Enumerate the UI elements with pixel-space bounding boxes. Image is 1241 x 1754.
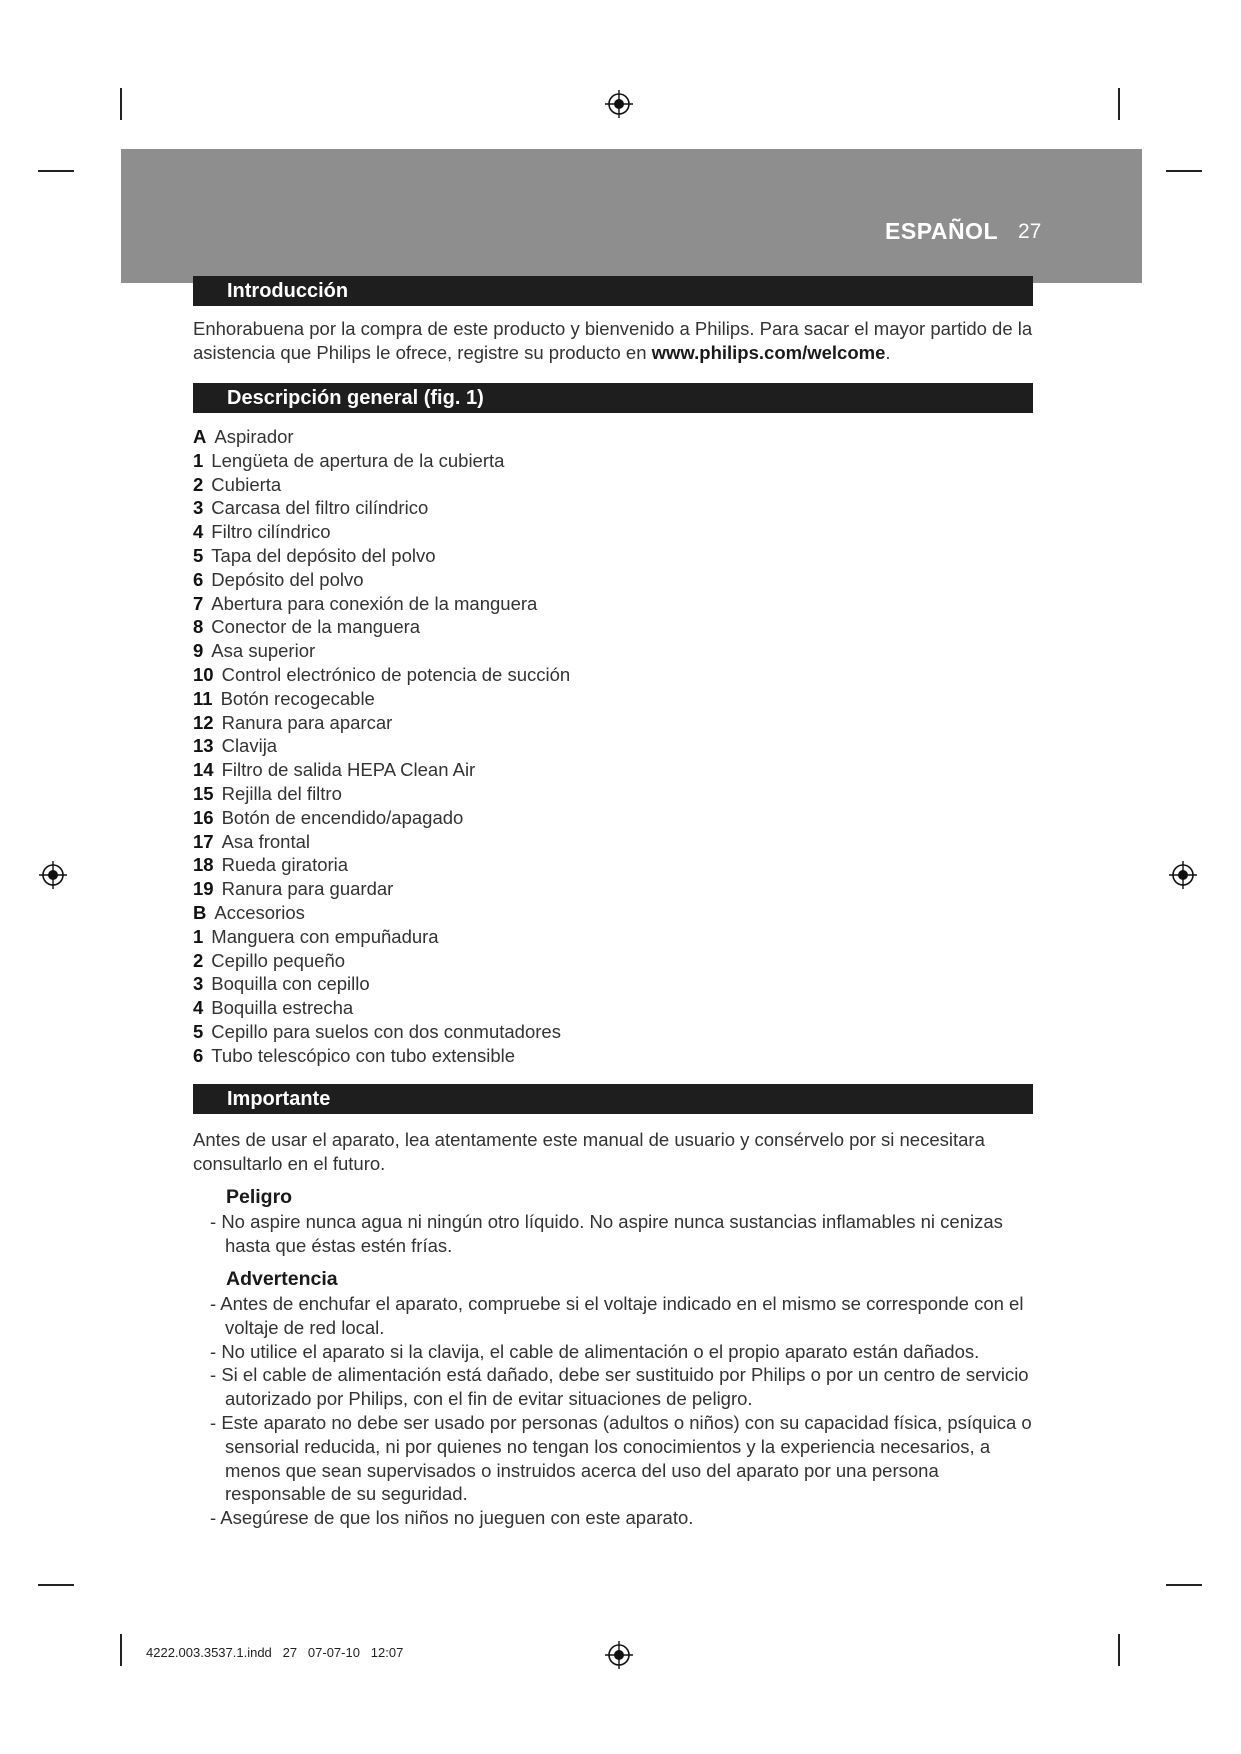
crop-mark xyxy=(38,1584,74,1586)
danger-list xyxy=(203,1210,1043,1258)
list-item xyxy=(193,972,570,996)
item-label: Boquilla con cepillo xyxy=(211,973,370,995)
intro-paragraph xyxy=(193,317,1043,364)
list-item xyxy=(193,925,570,949)
item-label: Boquilla estrecha xyxy=(211,997,354,1019)
list-item xyxy=(193,734,570,758)
list-item xyxy=(193,806,570,830)
item-label: Manguera con empuñadura xyxy=(211,925,439,947)
header-band xyxy=(121,149,1142,283)
list-item xyxy=(193,830,570,854)
item-label: Cubierta xyxy=(211,473,282,495)
list-item xyxy=(193,758,570,782)
list-item xyxy=(193,568,570,592)
crop-mark xyxy=(1118,88,1120,120)
item-number: 7 xyxy=(193,592,204,614)
danger-heading: Peligro xyxy=(226,1186,293,1208)
section-title-important: Importante xyxy=(193,1084,1033,1114)
item-number: 5 xyxy=(193,1020,204,1042)
item-number: 2 xyxy=(193,473,204,495)
item-number: 11 xyxy=(193,687,213,709)
list-item xyxy=(193,592,570,616)
list-item xyxy=(193,1020,570,1044)
list-item xyxy=(193,996,570,1020)
item-number: 13 xyxy=(193,735,214,757)
item-number: 8 xyxy=(193,616,204,638)
crop-mark xyxy=(120,88,122,120)
item-number: 6 xyxy=(193,1044,204,1066)
intro-text-end: . xyxy=(885,341,891,363)
item-number: 12 xyxy=(193,711,214,733)
item-label: Rejilla del filtro xyxy=(221,782,342,804)
item-label: Tubo telescópico con tubo extensible xyxy=(211,1044,516,1066)
item-number: 15 xyxy=(193,782,214,804)
item-number: 18 xyxy=(193,854,214,876)
item-label: Lengüeta de apertura de la cubierta xyxy=(211,449,505,471)
item-label: Ranura para aparcar xyxy=(221,711,393,733)
warning-list xyxy=(203,1292,1043,1530)
item-number: 9 xyxy=(193,640,204,662)
item-number: 19 xyxy=(193,878,214,900)
bullet-item: - No aspire nunca agua ni ningún otro líquido. No aspire nunca sustancias inflamables ni cenizas hasta que éstas estén frías. xyxy=(203,1210,1043,1258)
item-number: 3 xyxy=(193,497,204,519)
item-label: Ranura para guardar xyxy=(221,878,394,900)
item-label: Asa frontal xyxy=(221,830,311,852)
item-label: Conector de la manguera xyxy=(211,616,421,638)
item-number: 1 xyxy=(193,925,204,947)
list-item xyxy=(193,901,570,925)
list-item xyxy=(193,687,570,711)
list-item xyxy=(193,496,570,520)
list-item xyxy=(193,782,570,806)
parts-list xyxy=(193,425,570,1068)
item-label: Tapa del depósito del polvo xyxy=(211,544,436,566)
item-label: Cepillo pequeño xyxy=(211,949,346,971)
item-label: Filtro de salida HEPA Clean Air xyxy=(221,759,476,781)
page-number: 27 xyxy=(1018,220,1042,243)
registration-mark-icon xyxy=(38,860,68,890)
item-label: Botón de encendido/apagado xyxy=(221,806,464,828)
item-label: Accesorios xyxy=(214,901,305,923)
registration-mark-icon xyxy=(1168,860,1198,890)
crop-mark xyxy=(1166,170,1202,172)
bullet-item: - Antes de enchufar el aparato, compruebe si el voltaje indicado en el mismo se corresponde con el voltaje de red local. xyxy=(203,1292,1043,1340)
item-label: Cepillo para suelos con dos conmutadores xyxy=(211,1020,561,1042)
item-number: 4 xyxy=(193,521,204,543)
item-number: 5 xyxy=(193,544,204,566)
item-label: Botón recogecable xyxy=(220,687,375,709)
item-label: Filtro cilíndrico xyxy=(211,521,331,543)
item-number: 16 xyxy=(193,806,214,828)
crop-mark xyxy=(1166,1584,1202,1586)
item-number: 14 xyxy=(193,759,214,781)
warning-heading: Advertencia xyxy=(226,1268,338,1290)
item-number: 4 xyxy=(193,997,204,1019)
bullet-item: - Este aparato no debe ser usado por personas (adultos o niños) con su capacidad física, psíquica o sensorial reducida, ni por quienes no tengan los conocimientos y la experiencia necesarios, a menos que sean supervisados o instruidos acerca del uso del aparato por una persona responsable de su seguridad. xyxy=(203,1411,1043,1506)
item-number: 10 xyxy=(193,663,214,685)
list-item xyxy=(193,711,570,735)
item-number: 17 xyxy=(193,830,214,852)
list-item xyxy=(193,949,570,973)
list-item xyxy=(193,853,570,877)
list-item xyxy=(193,473,570,497)
registration-mark-icon xyxy=(604,1640,634,1670)
list-item xyxy=(193,877,570,901)
item-number: B xyxy=(193,901,207,923)
list-item xyxy=(193,663,570,687)
list-item xyxy=(193,520,570,544)
section-title-intro: Introducción xyxy=(193,276,1033,306)
item-label: Control electrónico de potencia de succión xyxy=(221,663,571,685)
item-number: 1 xyxy=(193,449,204,471)
crop-mark xyxy=(38,170,74,172)
item-label: Asa superior xyxy=(211,640,316,662)
important-intro: Antes de usar el aparato, lea atentamente este manual de usuario y consérvelo por si necesitara consultarlo en el futuro. xyxy=(193,1129,985,1174)
section-title-overview: Descripción general (fig. 1) xyxy=(193,383,1033,413)
list-item xyxy=(193,544,570,568)
item-number: 2 xyxy=(193,949,204,971)
item-label: Depósito del polvo xyxy=(211,568,364,590)
list-item xyxy=(193,1044,570,1068)
intro-text: Enhorabuena por la compra de este producto y bienvenido a Philips. Para sacar el mayor partido de la asistencia que Philips le ofrece, registre su producto en xyxy=(193,318,1033,363)
language-heading: ESPAÑOL xyxy=(885,218,998,244)
list-item xyxy=(193,615,570,639)
file-info: 4222.003.3537.1.indd 27 07-07-10 12:07 xyxy=(146,1645,404,1660)
item-label: Clavija xyxy=(221,735,278,757)
list-item xyxy=(193,425,570,449)
item-label: Carcasa del filtro cilíndrico xyxy=(211,497,429,519)
list-item xyxy=(193,639,570,663)
bullet-item: - No utilice el aparato si la clavija, el cable de alimentación o el propio aparato están dañados. xyxy=(203,1340,1043,1364)
item-label: Aspirador xyxy=(214,426,294,447)
list-item xyxy=(193,449,570,473)
item-label: Abertura para conexión de la manguera xyxy=(211,592,538,614)
item-number: A xyxy=(193,426,207,447)
welcome-url: www.philips.com/welcome xyxy=(651,341,886,363)
item-number: 3 xyxy=(193,973,204,995)
item-label: Rueda giratoria xyxy=(221,854,349,876)
crop-mark xyxy=(120,1634,122,1666)
crop-mark xyxy=(1118,1634,1120,1666)
registration-mark-icon xyxy=(604,89,634,119)
item-number: 6 xyxy=(193,568,204,590)
bullet-item: - Si el cable de alimentación está dañado, debe ser sustituido por Philips o por un centro de servicio autorizado por Philips, con el fin de evitar situaciones de peligro. xyxy=(203,1363,1043,1411)
bullet-item: - Asegúrese de que los niños no jueguen con este aparato. xyxy=(203,1506,1043,1530)
